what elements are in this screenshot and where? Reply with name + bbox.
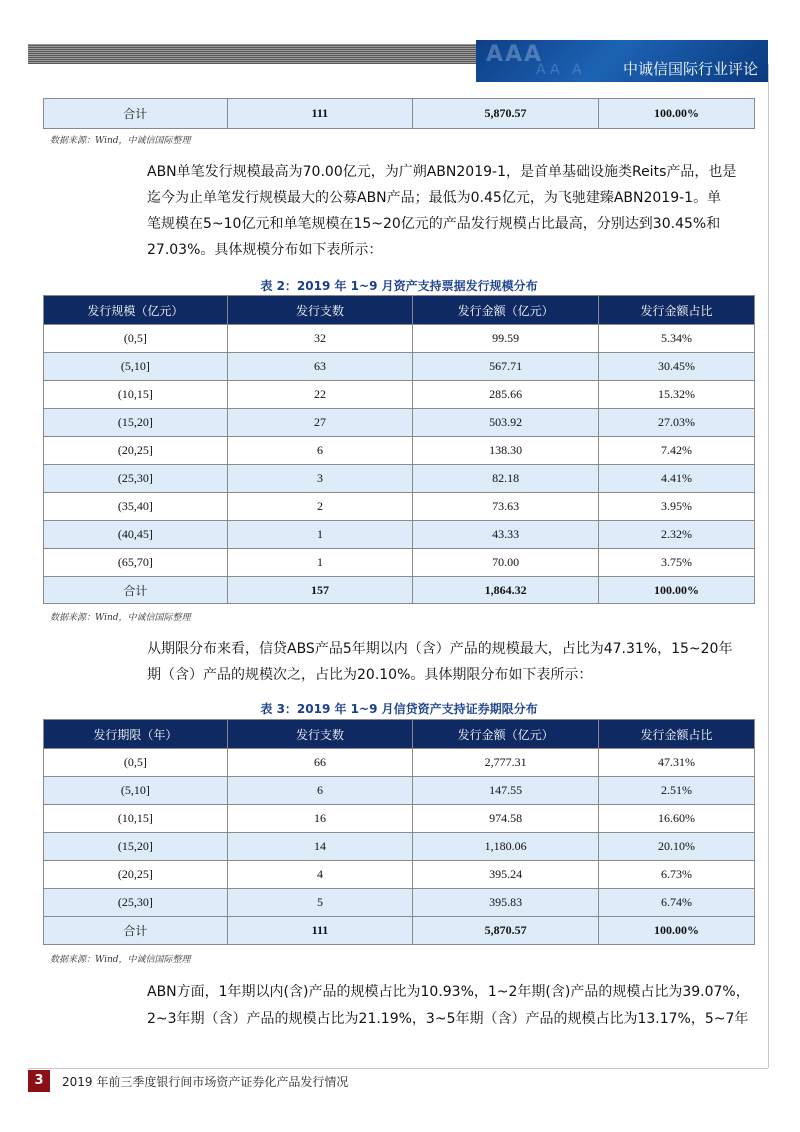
- table-cell: 合计: [44, 577, 228, 604]
- table-cell: 73.63: [413, 493, 599, 521]
- table-cell: 147.55: [413, 777, 599, 805]
- continued-table: [43, 98, 755, 129]
- table-cell: 63: [227, 353, 413, 381]
- table-header-cell: 发行金额占比: [598, 296, 754, 325]
- table-cell: 285.66: [413, 381, 599, 409]
- paragraph-abn-scale: [147, 159, 753, 185]
- table-cell: 395.83: [413, 889, 599, 917]
- header-decoration-text-2: AA A: [536, 62, 586, 78]
- table-cell: 70.00: [413, 549, 599, 577]
- table-cell: 15.32%: [598, 381, 754, 409]
- table-row: [44, 325, 755, 353]
- table-cell: (5,10]: [44, 777, 228, 805]
- table-cell: 4: [227, 861, 413, 889]
- data-source-note: 数据来源：Wind，中诚信国际整理: [50, 136, 191, 146]
- table-cell: 3.75%: [598, 549, 754, 577]
- table-header-cell: 发行金额（亿元）: [413, 296, 599, 325]
- paragraph-line: 迄今为止单笔发行规模最大的公募ABN产品；最低为0.45亿元，为飞驰建臻ABN2019-1。单: [147, 190, 722, 206]
- table-row: [44, 861, 755, 889]
- paragraph-line: ABN单笔发行规模最高为70.00亿元，为广朔ABN2019-1，是首单基础设施类Reits产品，也是: [147, 164, 737, 180]
- table-cell: 22: [227, 381, 413, 409]
- table-total-row: [44, 577, 755, 604]
- header-brand-title: 中诚信国际行业评论: [622, 60, 758, 78]
- table-cell: 503.92: [413, 409, 599, 437]
- table-cell: 1: [227, 549, 413, 577]
- table-cell: 100.00%: [598, 99, 754, 129]
- table-header-cell: 发行规模（亿元）: [44, 296, 228, 325]
- table-cell: 30.45%: [598, 353, 754, 381]
- table-cell: 99.59: [413, 325, 599, 353]
- table-cell: 2.32%: [598, 521, 754, 549]
- table-row: [44, 437, 755, 465]
- table-cell: (15,20]: [44, 409, 228, 437]
- table-row: [44, 409, 755, 437]
- table-cell: 16.60%: [598, 805, 754, 833]
- header-decoration-text: AAA: [486, 42, 544, 67]
- table-header-row: [44, 296, 755, 325]
- table-row: [44, 805, 755, 833]
- table-row: [44, 493, 755, 521]
- table3-caption: 表 3：2019 年 1~9 月信贷资产支持证券期限分布: [260, 702, 538, 716]
- table-cell: (0,5]: [44, 325, 228, 353]
- paragraph-line: 笔规模在5~10亿元和单笔规模在15~20亿元的产品发行规模占比最高，分别达到30.45%和: [147, 216, 721, 232]
- table-header-cell: 发行期限（年）: [44, 720, 228, 749]
- table-cell: 138.30: [413, 437, 599, 465]
- table-cell: 32: [227, 325, 413, 353]
- table-row: [44, 833, 755, 861]
- paragraph-line: 2~3年期（含）产品的规模占比为21.19%，3~5年期（含）产品的规模占比为13.17%，5~7年: [147, 1011, 749, 1027]
- table-cell: 974.58: [413, 805, 599, 833]
- paragraph-abn-term: [147, 979, 753, 1005]
- table-cell: 2.51%: [598, 777, 754, 805]
- table-cell: 6: [227, 777, 413, 805]
- table-cell: 6: [227, 437, 413, 465]
- table-row: [44, 749, 755, 777]
- table-row: [44, 521, 755, 549]
- table-cell: (0,5]: [44, 749, 228, 777]
- table-cell: 5,870.57: [413, 99, 599, 129]
- table-cell: 111: [227, 917, 413, 945]
- table-cell: 合计: [44, 99, 228, 129]
- table-cell: 1,180.06: [413, 833, 599, 861]
- footer-divider: [28, 1068, 768, 1069]
- table-cell: (25,30]: [44, 465, 228, 493]
- table-cell: (20,25]: [44, 437, 228, 465]
- table-cell: 43.33: [413, 521, 599, 549]
- table-row: [44, 353, 755, 381]
- table-cell: (20,25]: [44, 861, 228, 889]
- table-cell: (65,70]: [44, 549, 228, 577]
- table-cell: 5.34%: [598, 325, 754, 353]
- page-number: 3: [28, 1070, 50, 1092]
- table-cell: 2: [227, 493, 413, 521]
- table3-term-distribution: [43, 719, 755, 945]
- table-row: [44, 465, 755, 493]
- table-cell: 16: [227, 805, 413, 833]
- table-cell: 82.18: [413, 465, 599, 493]
- table-row: [44, 777, 755, 805]
- table-cell: 7.42%: [598, 437, 754, 465]
- footer-title: 2019 年前三季度银行间市场资产证券化产品发行情况: [62, 1075, 349, 1089]
- table-cell: 27: [227, 409, 413, 437]
- paragraph-term-distribution: [147, 636, 753, 662]
- table-header-cell: 发行金额占比: [598, 720, 754, 749]
- table-total-row: [44, 99, 755, 129]
- table-cell: 100.00%: [598, 917, 754, 945]
- table2-scale-distribution: [43, 295, 755, 604]
- table-cell: (35,40]: [44, 493, 228, 521]
- table-cell: 4.41%: [598, 465, 754, 493]
- table-cell: 5,870.57: [413, 917, 599, 945]
- paragraph-line: 期（含）产品的规模次之，占比为20.10%。具体期限分布如下表所示：: [147, 667, 593, 683]
- paragraph-abn-scale-cont: [147, 185, 753, 263]
- paragraph-line: 27.03%。具体规模分布如下表所示：: [147, 242, 383, 258]
- table-row: [44, 549, 755, 577]
- table-cell: 395.24: [413, 861, 599, 889]
- table-cell: (40,45]: [44, 521, 228, 549]
- table-header-cell: 发行金额（亿元）: [413, 720, 599, 749]
- table-cell: 合计: [44, 917, 228, 945]
- table-cell: 157: [227, 577, 413, 604]
- table2-caption: 表 2：2019 年 1~9 月资产支持票据发行规模分布: [260, 279, 538, 293]
- paragraph-term-distribution-cont: [147, 662, 753, 688]
- table-cell: (10,15]: [44, 381, 228, 409]
- table-cell: 47.31%: [598, 749, 754, 777]
- table-cell: (10,15]: [44, 805, 228, 833]
- table-cell: (15,20]: [44, 833, 228, 861]
- table-cell: 3.95%: [598, 493, 754, 521]
- table-total-row: [44, 917, 755, 945]
- table-cell: 2,777.31: [413, 749, 599, 777]
- table-cell: 27.03%: [598, 409, 754, 437]
- table-cell: 1: [227, 521, 413, 549]
- table-cell: 111: [227, 99, 413, 129]
- table-cell: 6.74%: [598, 889, 754, 917]
- table-cell: 1,864.32: [413, 577, 599, 604]
- table-cell: 66: [227, 749, 413, 777]
- table-cell: (5,10]: [44, 353, 228, 381]
- table-header-cell: 发行支数: [227, 720, 413, 749]
- table-cell: 100.00%: [598, 577, 754, 604]
- table-cell: 6.73%: [598, 861, 754, 889]
- table-cell: 3: [227, 465, 413, 493]
- table-cell: 567.71: [413, 353, 599, 381]
- paragraph-abn-term-cont: [147, 1006, 753, 1032]
- table-header-row: [44, 720, 755, 749]
- paragraph-line: ABN方面，1年期以内(含)产品的规模占比为10.93%，1~2年期(含)产品的规模占比为39.07%，: [147, 984, 750, 1000]
- table-row: [44, 381, 755, 409]
- table-cell: 20.10%: [598, 833, 754, 861]
- table-cell: (25,30]: [44, 889, 228, 917]
- data-source-note: 数据来源：Wind，中诚信国际整理: [50, 955, 191, 965]
- table-cell: 5: [227, 889, 413, 917]
- paragraph-line: 从期限分布来看，信贷ABS产品5年期以内（含）产品的规模最大，占比为47.31%，15~20年: [147, 641, 733, 657]
- table-row: [44, 889, 755, 917]
- table-cell: 14: [227, 833, 413, 861]
- data-source-note: 数据来源：Wind，中诚信国际整理: [50, 613, 191, 623]
- table-header-cell: 发行支数: [227, 296, 413, 325]
